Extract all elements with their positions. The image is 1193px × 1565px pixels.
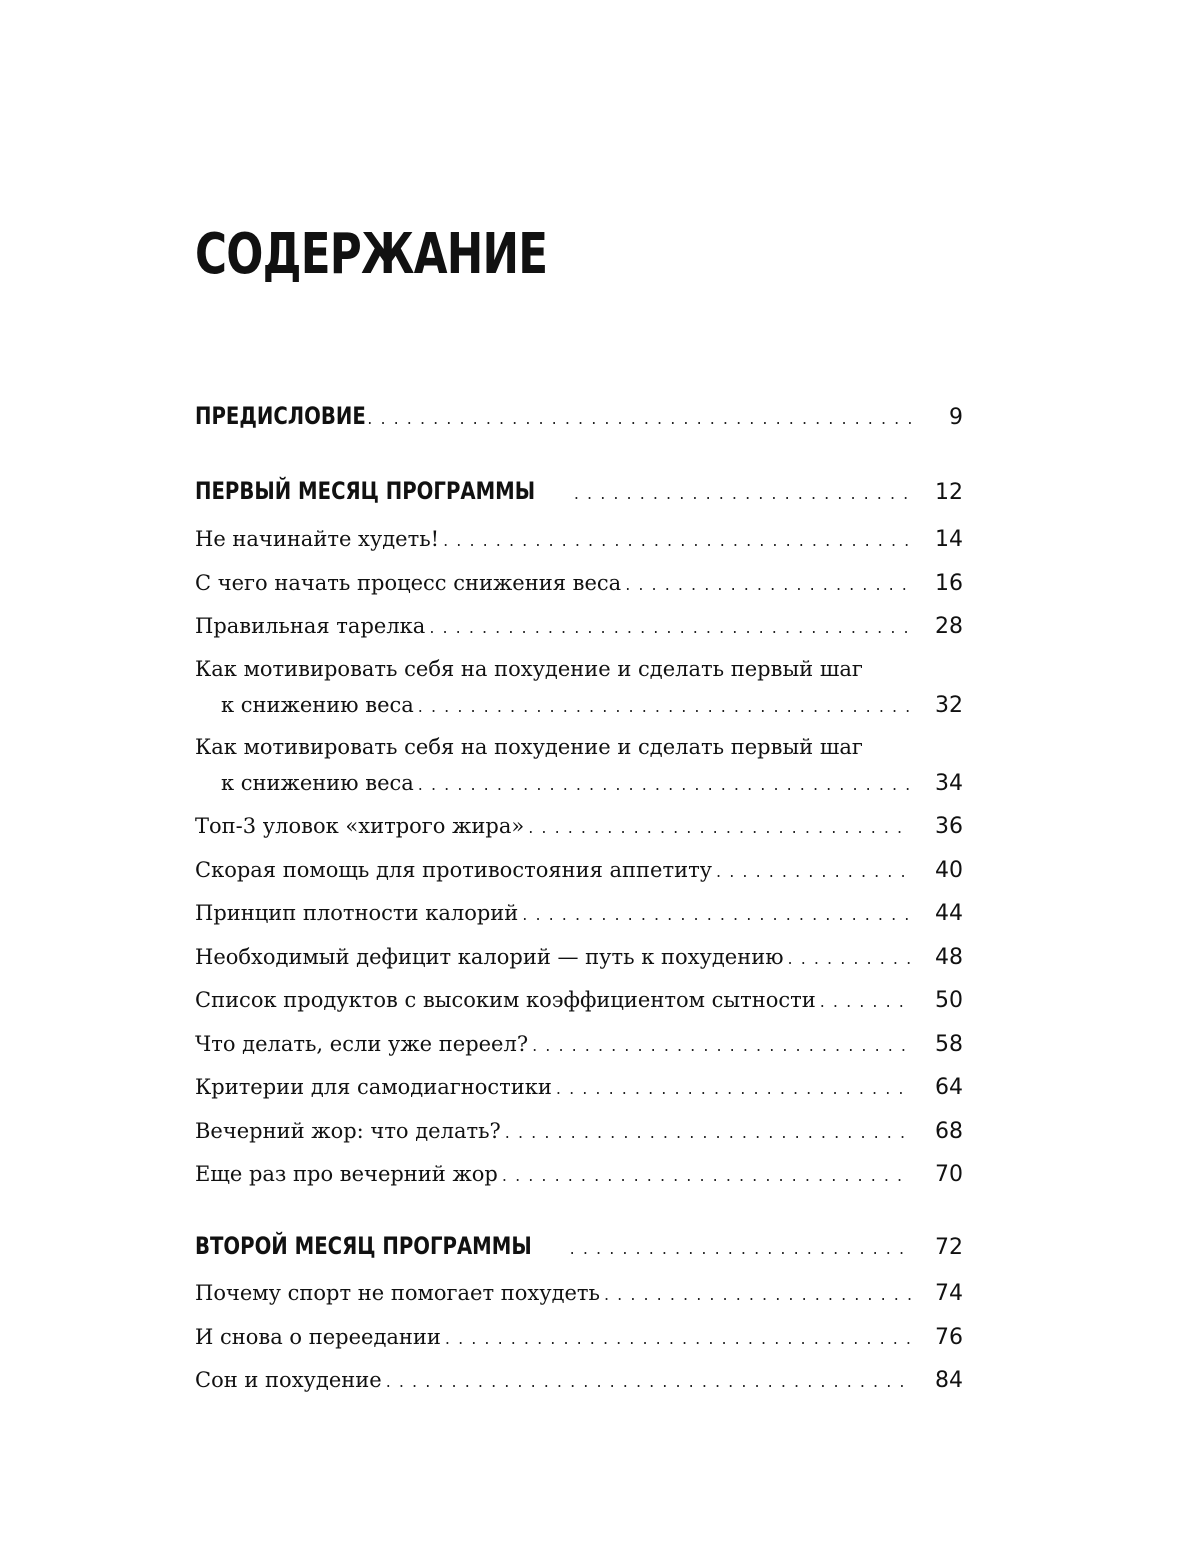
dot-leader bbox=[604, 1277, 911, 1313]
toc-entry bbox=[195, 1069, 963, 1107]
toc-entry-title: Сон и похудение bbox=[195, 1368, 382, 1392]
toc-page-number: 50 bbox=[935, 988, 963, 1013]
toc-entry bbox=[195, 1319, 963, 1357]
toc-entry-title: ПЕРВЫЙ МЕСЯЦ ПРОГРАММЫ bbox=[195, 477, 536, 505]
dot-leader bbox=[418, 767, 911, 803]
toc-entry-title-line2: к снижению веса bbox=[221, 771, 414, 795]
toc-entry bbox=[195, 1026, 963, 1064]
dot-leader bbox=[716, 854, 911, 890]
dot-leader bbox=[788, 941, 911, 977]
dot-leader bbox=[502, 1158, 911, 1194]
toc-entry bbox=[195, 1113, 963, 1151]
toc-entry bbox=[195, 852, 963, 890]
dot-leader bbox=[528, 810, 911, 846]
toc-page-number: 40 bbox=[935, 858, 963, 883]
toc-entry-title: ВТОРОЙ МЕСЯЦ ПРОГРАММЫ bbox=[195, 1232, 532, 1260]
toc-entry bbox=[195, 1275, 963, 1313]
toc-page-number: 36 bbox=[935, 814, 963, 839]
toc-page-number: 64 bbox=[935, 1075, 963, 1100]
toc-entry-title: Скорая помощь для противостояния аппетиту bbox=[195, 858, 713, 882]
page-title: СОДЕРЖАНИЕ bbox=[195, 222, 548, 287]
toc-entry bbox=[195, 808, 963, 846]
toc-page-number: 76 bbox=[935, 1325, 963, 1350]
toc-entry-title: Список продуктов с высоким коэффициентом сытности bbox=[195, 988, 816, 1012]
toc-entry-title-line1: Как мотивировать себя на похудение и сделать первый шаг bbox=[195, 657, 863, 681]
toc-page-number: 58 bbox=[935, 1032, 963, 1057]
toc-entry bbox=[195, 1362, 963, 1400]
toc-entry-title: ПРЕДИСЛОВИЕ bbox=[195, 402, 366, 430]
toc-page-number: 32 bbox=[935, 693, 963, 718]
toc-entry-title: Правильная тарелка bbox=[195, 614, 426, 638]
dot-leader bbox=[522, 897, 911, 933]
toc-entry-title: Почему спорт не помогает похудеть bbox=[195, 1281, 600, 1305]
toc-page-number: 12 bbox=[935, 480, 963, 505]
dot-leader bbox=[532, 1028, 911, 1064]
toc-entry-title: Что делать, если уже переел? bbox=[195, 1032, 529, 1056]
toc-entry-title: Критерии для самодиагностики bbox=[195, 1075, 552, 1099]
toc-page-number: 74 bbox=[935, 1281, 963, 1306]
toc-entry-title: И снова о переедании bbox=[195, 1325, 441, 1349]
toc-page-number: 70 bbox=[935, 1162, 963, 1187]
toc-entry bbox=[195, 1156, 963, 1194]
toc-page-number: 72 bbox=[935, 1235, 963, 1260]
toc-entry-title: Еще раз про вечерний жор bbox=[195, 1162, 498, 1186]
toc-entry-title-line2: к снижению веса bbox=[221, 693, 414, 717]
toc-entry bbox=[195, 982, 963, 1020]
toc-entry bbox=[195, 939, 963, 977]
dot-leader bbox=[574, 476, 911, 512]
toc-page-number: 9 bbox=[949, 405, 963, 430]
toc-entry-title: Принцип плотности калорий bbox=[195, 901, 519, 925]
toc-entry-title: Необходимый дефицит калорий — путь к похудению bbox=[195, 945, 784, 969]
dot-leader bbox=[505, 1115, 911, 1151]
dot-leader bbox=[443, 523, 911, 559]
toc-entry bbox=[195, 729, 963, 803]
toc-page-number: 14 bbox=[935, 527, 963, 552]
dot-leader bbox=[570, 1231, 911, 1267]
toc-entry bbox=[195, 565, 963, 603]
dot-leader bbox=[386, 1364, 911, 1400]
dot-leader bbox=[429, 610, 911, 646]
toc-entry-title: Вечерний жор: что делать? bbox=[195, 1119, 501, 1143]
dot-leader bbox=[556, 1071, 911, 1107]
toc-page-number: 84 bbox=[935, 1368, 963, 1393]
toc-section-month-one bbox=[195, 473, 963, 512]
toc-entry bbox=[195, 895, 963, 933]
dot-leader bbox=[445, 1321, 911, 1357]
dot-leader bbox=[367, 401, 911, 437]
toc-entry-title: Топ-3 уловок «хитрого жира» bbox=[195, 814, 525, 838]
toc-page-number: 34 bbox=[935, 771, 963, 796]
toc-page-number: 44 bbox=[935, 901, 963, 926]
toc-page-number: 68 bbox=[935, 1119, 963, 1144]
toc-section-preface bbox=[195, 398, 963, 437]
toc-page-number: 16 bbox=[935, 571, 963, 596]
dot-leader bbox=[418, 689, 911, 725]
toc-entry bbox=[195, 521, 963, 559]
toc-entry bbox=[195, 608, 963, 646]
toc-entry bbox=[195, 651, 963, 725]
dot-leader bbox=[820, 984, 911, 1020]
toc-entry-title: Не начинайте худеть! bbox=[195, 527, 440, 551]
toc-section-month-two bbox=[195, 1228, 963, 1267]
toc-entry-title-line1: Как мотивировать себя на похудение и сделать первый шаг bbox=[195, 735, 863, 759]
toc-page-number: 28 bbox=[935, 614, 963, 639]
toc-entry-title: С чего начать процесс снижения веса bbox=[195, 571, 622, 595]
toc-page-number: 48 bbox=[935, 945, 963, 970]
dot-leader bbox=[625, 567, 911, 603]
